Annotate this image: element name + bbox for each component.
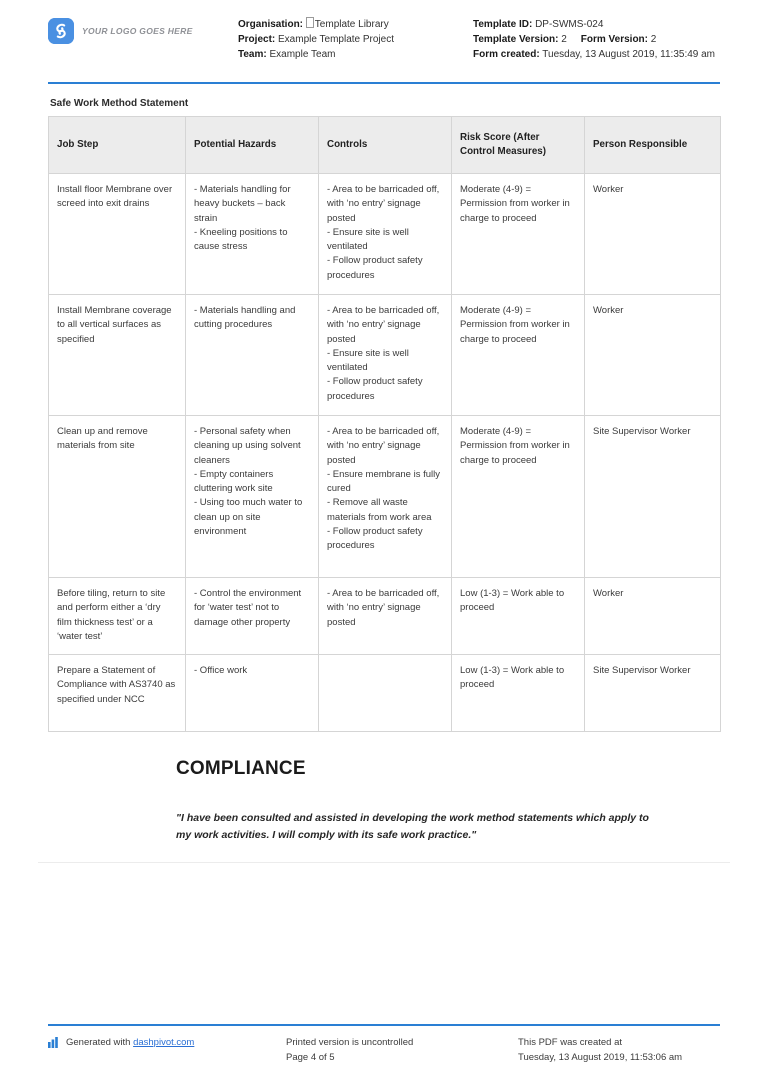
cell-line: Clean up and remove materials from site [57, 426, 148, 452]
cell-risk-score [452, 578, 585, 655]
cell-potential-hazards [186, 655, 319, 732]
column-header-risk-score: Risk Score (After Control Measures) [452, 117, 585, 174]
document-header [48, 0, 720, 76]
cell-risk-score [452, 295, 585, 416]
project-line [238, 32, 473, 47]
cell-line: - Materials handling for heavy buckets – back strain [194, 184, 291, 224]
cell-line: - Empty containers cluttering work site [194, 468, 274, 495]
cell-person-responsible [585, 655, 721, 732]
cell-potential-hazards [186, 295, 319, 416]
form-created-label: Form created: [473, 49, 540, 60]
cell-person-responsible [585, 578, 721, 655]
cell-line: - Ensure membrane is fully cured [327, 468, 440, 495]
organisation-value: Template Library [314, 19, 389, 30]
table-row [49, 174, 721, 295]
column-header-potential-hazards: Potential Hazards [186, 117, 319, 174]
footer-generated-prefix: Generated with [66, 1037, 134, 1048]
cell-line: - Ensure site is well ventilated [327, 226, 409, 253]
header-meta-right [473, 14, 720, 62]
table-row [49, 655, 721, 732]
project-value: Example Template Project [278, 34, 394, 45]
footer-created-line-2: Tuesday, 13 August 2019, 11:53:06 am [518, 1051, 683, 1063]
form-version-label: Form Version: [580, 34, 648, 45]
cell-risk-score [452, 655, 585, 732]
cell-person-responsible [585, 174, 721, 295]
cell-line: - Office work [194, 665, 248, 676]
cell-person-responsible [585, 416, 721, 578]
compliance-section [48, 758, 720, 844]
cell-risk-score [452, 416, 585, 578]
cell-line: Site Supervisor Worker [593, 426, 691, 437]
footer-generated-text [66, 1036, 194, 1051]
cell-line: - Follow product safety procedures [327, 376, 423, 402]
cell-line: - Remove all waste materials from work area [327, 497, 432, 523]
compliance-quote: "I have been consulted and assisted in developing the work method statements which apply to my work activities. I will comply with its safe work practice." [176, 812, 649, 841]
form-version-value: 2 [650, 34, 657, 45]
cell-potential-hazards [186, 174, 319, 295]
cell-controls [319, 655, 452, 732]
cell-controls [319, 416, 452, 578]
template-version-value: 2 [561, 34, 567, 45]
cell-line: Low (1-3) = Work able to proceed [460, 665, 565, 691]
cell-line: Worker [593, 588, 624, 599]
table-header-row [49, 117, 721, 174]
header-divider [48, 82, 720, 84]
team-line [238, 47, 473, 62]
cell-line: Prepare a Statement of Compliance with AS3740 as specified under NCC [57, 665, 176, 705]
cell-job-step [49, 655, 186, 732]
cell-line: Install floor Membrane over screed into exit drains [57, 184, 173, 210]
footer-printed-line-1: Printed version is uncontrolled [286, 1037, 414, 1048]
team-label: Team: [238, 49, 267, 60]
cell-line: Site Supervisor Worker [593, 665, 691, 676]
dashpivot-link[interactable]: dashpivot.com [133, 1037, 195, 1048]
form-created-value: Tuesday, 13 August 2019, 11:35:49 am [542, 49, 716, 60]
organisation-line [238, 17, 473, 32]
cell-line: - Area to be barricaded off, with ‘no entry’ signage posted [327, 426, 440, 466]
cell-line: Moderate (4-9) = Permission from worker in charge to proceed [460, 426, 570, 466]
table-row [49, 295, 721, 416]
table-row [49, 416, 721, 578]
organisation-label: Organisation: [238, 19, 304, 30]
version-line [473, 32, 720, 47]
logo-block [48, 14, 238, 44]
cell-line: Install Membrane coverage to all vertical surfaces as specified [57, 305, 172, 345]
template-id-label: Template ID: [473, 19, 533, 30]
company-logo-icon [48, 18, 74, 44]
cell-potential-hazards [186, 416, 319, 578]
compliance-divider [38, 862, 730, 863]
footer-divider [48, 1024, 720, 1026]
cell-line: - Follow product safety procedures [327, 255, 423, 281]
cell-job-step [49, 578, 186, 655]
footer-created-block [518, 1036, 708, 1065]
column-header-person-responsible: Person Responsible [585, 117, 721, 174]
cell-line: - Kneeling positions to cause stress [194, 226, 288, 253]
cell-job-step [49, 295, 186, 416]
cell-line: - Materials handling and cutting procedures [194, 305, 296, 331]
cell-controls [319, 295, 452, 416]
cell-line: - Control the environment for ‘water test’ not to damage other property [194, 588, 302, 628]
swms-table [48, 116, 721, 732]
team-value: Example Team [269, 49, 336, 60]
template-version-label: Template Version: [473, 34, 559, 45]
template-id-line [473, 17, 720, 32]
cell-line: - Ensure site is well ventilated [327, 347, 409, 374]
column-header-controls: Controls [319, 117, 452, 174]
cell-person-responsible [585, 295, 721, 416]
missing-glyph-icon [306, 17, 314, 28]
compliance-title: COMPLIANCE [176, 758, 306, 779]
cell-line: Moderate (4-9) = Permission from worker in charge to proceed [460, 305, 570, 345]
cell-line: Worker [593, 305, 624, 316]
cell-controls [319, 578, 452, 655]
project-label: Project: [238, 34, 276, 45]
table-row [49, 578, 721, 655]
form-created-line [473, 47, 720, 62]
cell-line: - Using too much water to clean up on site environment [194, 497, 303, 538]
cell-job-step [49, 416, 186, 578]
cell-risk-score [452, 174, 585, 295]
cell-line: Before tiling, return to site and perform either a ‘dry film thickness test’ or a ‘water test’ [57, 588, 166, 642]
footer-generated-block [48, 1036, 286, 1065]
cell-line: - Area to be barricaded off, with ‘no entry’ signage posted [327, 305, 440, 345]
cell-controls [319, 174, 452, 295]
bar-chart-icon [48, 1036, 60, 1054]
cell-line: Moderate (4-9) = Permission from worker in charge to proceed [460, 184, 570, 224]
cell-line: Worker [593, 184, 624, 195]
footer-created-line-1: This PDF was created at [518, 1037, 623, 1048]
logo-text: YOUR LOGO GOES HERE [82, 26, 193, 36]
document-footer [48, 1024, 720, 1065]
cell-line: - Area to be barricaded off, with ‘no entry’ signage posted [327, 588, 440, 628]
footer-page-number: Page 4 of 5 [286, 1051, 335, 1063]
footer-printed-block [286, 1036, 518, 1065]
cell-line: - Follow product safety procedures [327, 526, 423, 552]
cell-line: Low (1-3) = Work able to proceed [460, 588, 565, 614]
template-id-value: DP-SWMS-024 [535, 19, 604, 30]
cell-job-step [49, 174, 186, 295]
header-meta-left [238, 14, 473, 62]
cell-line: - Personal safety when cleaning up using solvent cleaners [194, 426, 301, 466]
cell-potential-hazards [186, 578, 319, 655]
column-header-job-step: Job Step [49, 117, 186, 174]
cell-line: - Area to be barricaded off, with ‘no entry’ signage posted [327, 184, 440, 224]
section-title: Safe Work Method Statement [50, 98, 189, 109]
